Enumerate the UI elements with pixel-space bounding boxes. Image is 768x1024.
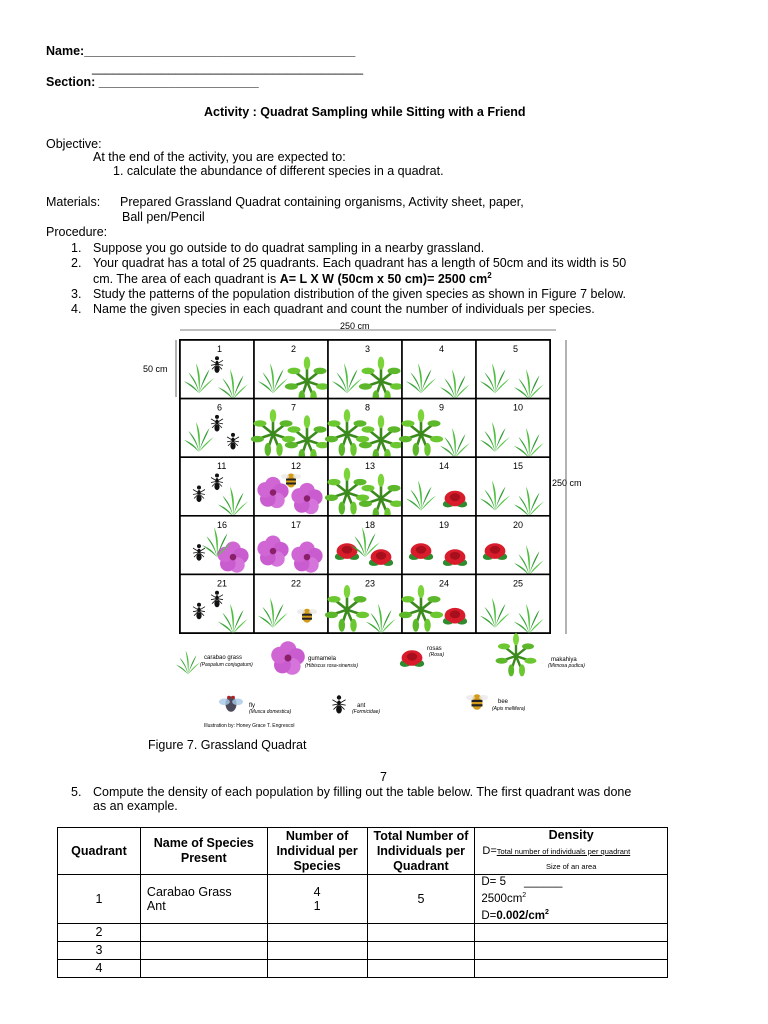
row4-number[interactable]: [267, 959, 367, 977]
quadrant-number: 8: [365, 402, 371, 413]
quadrant-number: 20: [513, 519, 524, 530]
row1-density-result-sup: 2: [545, 908, 549, 916]
row2-quadrant: 2: [58, 923, 141, 941]
grassland-quadrat-figure: [140, 322, 610, 732]
row4-total[interactable]: [367, 959, 475, 977]
row1-density-d: D= 5: [481, 876, 506, 888]
materials-text-2: Ball pen/Pencil: [122, 210, 205, 224]
table-header-row: [58, 828, 668, 875]
row1-density-area-sup: 2: [522, 892, 527, 899]
density-table: [57, 827, 668, 978]
quadrant-cell: [325, 399, 403, 462]
row3-quadrant: 3: [58, 941, 141, 959]
row1-density-result: 0.002/cm: [496, 909, 546, 922]
quadrant-number: 12: [291, 461, 302, 472]
header-quadrant: Quadrant: [58, 828, 141, 875]
quadrant-number: 17: [291, 519, 302, 530]
quadrant-number: 16: [217, 519, 228, 530]
quadrant-cell: [180, 516, 254, 575]
step-2-area-sup: 2: [487, 271, 492, 280]
step-4-number: 4.: [71, 302, 82, 316]
row3-total[interactable]: [367, 941, 475, 959]
top-dimension-label: 250 cm: [340, 322, 370, 331]
quadrant-cell: [251, 399, 329, 462]
quadrant-cell: [254, 516, 328, 575]
legend-fly-icon: [219, 696, 243, 712]
quadrant-cell: [325, 457, 403, 520]
quadrant-number: 3: [365, 344, 371, 354]
legend-carabao-sci: (Paspalum conjugatum): [200, 662, 253, 668]
step-3-number: 3.: [71, 287, 82, 301]
table-row: [58, 923, 668, 941]
quadrant-number: 5: [513, 344, 519, 354]
quadrant-number: 1: [217, 344, 223, 354]
step-1-number: 1.: [71, 241, 82, 255]
quadrant-number: 4: [439, 344, 445, 354]
page-number: 7: [380, 770, 387, 784]
quadrant-number: 25: [513, 578, 524, 589]
quadrant-number: 6: [217, 402, 223, 413]
figure-caption: Figure 7. Grassland Quadrat: [148, 738, 307, 752]
step-2-text: Your quadrat has a total of 25 quadrants. Each quadrant has a length of 50cm and its width is 50: [93, 256, 627, 270]
legend-rosas-sci: (Rosa): [429, 652, 445, 658]
step-3-text: Study the patterns of the population distribution of the given species as shown in Figure 7 below.: [93, 287, 626, 301]
quadrant-number: 18: [365, 519, 376, 530]
left-dimension-label: 50 cm: [143, 364, 168, 374]
legend-gumamela-sci: (Hibiscus rosa-sinensis): [305, 663, 359, 669]
quadrant-cell: [399, 399, 476, 458]
legend-makahiya-label: makahiya: [551, 657, 577, 663]
objective-label: Objective:: [46, 137, 102, 151]
density-formula-numerator: Total number of individuals per quadrant: [496, 847, 631, 856]
row1-density-line3: [481, 906, 664, 923]
quadrant-number: 19: [439, 519, 450, 530]
row2-number[interactable]: [267, 923, 367, 941]
legend-rosas-label: rosas: [427, 646, 442, 652]
quadrant-cell: [180, 340, 254, 399]
quadrant-number: 11: [217, 461, 227, 472]
row1-density: [475, 875, 668, 924]
quadrant-cell: [254, 340, 329, 403]
legend-makahiya-sci: (Mimosa pudica): [548, 663, 585, 669]
legend-bee-sci: (Apis mellifera): [492, 706, 526, 712]
legend-bee-label: bee: [498, 699, 509, 705]
quadrant-cell: [476, 457, 550, 516]
row1-species-1: Carabao Grass: [146, 884, 232, 899]
table-row: [58, 875, 668, 924]
figure-legend: [176, 633, 585, 729]
step-2-area-formula: A= L X W (50cm x 50 cm)= 2500 cm: [279, 272, 488, 287]
quadrant-cell: [399, 574, 476, 633]
header-number: Number of Individual per Species: [267, 828, 367, 875]
activity-title: Activity : Quadrat Sampling while Sitting with a Friend: [204, 105, 526, 119]
row1-numbers: [267, 875, 367, 924]
legend-fly-label: fly: [249, 703, 255, 709]
row3-number[interactable]: [267, 941, 367, 959]
quadrant-number: 21: [217, 578, 228, 589]
materials-label: Materials:: [46, 195, 101, 209]
row4-species[interactable]: [140, 959, 267, 977]
name-field-line: _______________________________________: [92, 61, 364, 75]
row2-total[interactable]: [367, 923, 475, 941]
row4-quadrant: 4: [58, 959, 141, 977]
legend-ant-label: ant: [357, 703, 366, 709]
step-2-number: 2.: [71, 256, 82, 270]
procedure-label: Procedure:: [46, 225, 108, 239]
legend-makahiya-icon: [496, 633, 537, 676]
quadrant-number: 13: [365, 461, 376, 472]
quadrant-cell: [402, 516, 476, 575]
quadrant-cell: [180, 457, 254, 516]
objective-item: 1. calculate the abundance of different species in a quadrat.: [113, 164, 444, 178]
quadrant-number: 10: [513, 402, 524, 413]
header-density-title: Density: [548, 828, 594, 842]
objective-intro: At the end of the activity, you are expected to:: [93, 150, 346, 164]
materials-text: Prepared Grassland Quadrat containing organisms, Activity sheet, paper,: [120, 195, 524, 209]
row1-species-2: Ant: [146, 898, 166, 913]
density-formula-denominator: Size of an area: [545, 862, 597, 871]
quadrant-number: 9: [439, 402, 445, 413]
header-species: Name of Species Present: [140, 828, 267, 875]
legend-gumamela-label: gumamela: [308, 656, 337, 662]
row1-density-blank: ______: [524, 876, 563, 888]
row1-number-2: 1: [313, 898, 321, 913]
quadrant-cell: [180, 574, 254, 633]
step-4-text: Name the given species in each quadrant and count the number of individuals per species.: [93, 302, 595, 316]
legend-fly-sci: (Musca domestica): [249, 709, 292, 715]
quadrant-cell: [476, 399, 550, 458]
table-row: [58, 941, 668, 959]
density-formula-prefix: D=: [482, 845, 497, 857]
name-field-label: Name:_______________________________________: [46, 44, 356, 58]
quadrant-number: 24: [439, 578, 450, 589]
quadrant-cell: [180, 399, 254, 458]
quadrant-cell: [476, 574, 550, 633]
legend-carabao-label: carabao grass: [204, 655, 243, 661]
quadrant-cell: [476, 516, 550, 575]
table-row: [58, 959, 668, 977]
legend-ant-sci: (Formicidae): [352, 709, 381, 715]
quadrant-number: 22: [291, 578, 302, 589]
quadrant-number: 7: [291, 402, 297, 413]
quadrant-number: 2: [291, 344, 297, 354]
quadrant-cell: [476, 340, 550, 399]
quadrant-cell: [402, 340, 476, 399]
quadrant-number: 23: [365, 578, 376, 589]
legend-rosas-icon: [400, 650, 424, 667]
illustration-credit: Illustration by: Honey Grace T. Engrescol: [204, 723, 295, 729]
right-dimension-label: 250 cm: [552, 478, 582, 488]
row1-density-eq: D=: [481, 909, 497, 922]
row2-density[interactable]: [475, 923, 668, 941]
step-5-number: 5.: [71, 785, 82, 799]
step-5-text: Compute the density of each population by filling out the table below. The first quadrant was done: [93, 785, 632, 799]
quadrant-cell: [254, 574, 328, 633]
step-1-text: Suppose you go outside to do quadrat sampling in a nearby grassland.: [93, 241, 485, 255]
row1-total: 5: [367, 875, 475, 924]
header-total: Total Number of Individuals per Quadrant: [367, 828, 475, 875]
row1-density-line1: [481, 875, 664, 889]
legend-carabao-icon: [176, 650, 200, 674]
row1-species: [140, 875, 267, 924]
section-field-label: Section: _______________________: [46, 75, 259, 89]
quadrant-cell: [325, 574, 402, 633]
row4-density[interactable]: [475, 959, 668, 977]
row1-density-line2: [481, 889, 664, 906]
quadrant-cell: [402, 457, 476, 516]
legend-ant-icon: [332, 695, 345, 713]
density-formula: [478, 843, 664, 859]
row1-quadrant: 1: [58, 875, 141, 924]
row3-density[interactable]: [475, 941, 668, 959]
step-5-text-cont: as an example.: [93, 799, 178, 813]
legend-bee-icon: [466, 694, 488, 709]
step-2-text-cont: [93, 271, 492, 286]
quadrant-cell: [254, 457, 328, 516]
quadrant-cell: [328, 340, 403, 403]
quadrant-cell: [328, 516, 402, 575]
step-2-area-intro: cm. The area of each quadrant is: [93, 272, 280, 287]
legend-gumamela-icon: [271, 641, 305, 675]
quadrant-number: 14: [439, 461, 450, 472]
row1-number-1: 4: [313, 884, 321, 899]
quadrant-number: 15: [513, 461, 524, 472]
row3-species[interactable]: [140, 941, 267, 959]
header-density: [475, 828, 668, 875]
row2-species[interactable]: [140, 923, 267, 941]
row1-density-area: 2500cm: [481, 892, 523, 905]
